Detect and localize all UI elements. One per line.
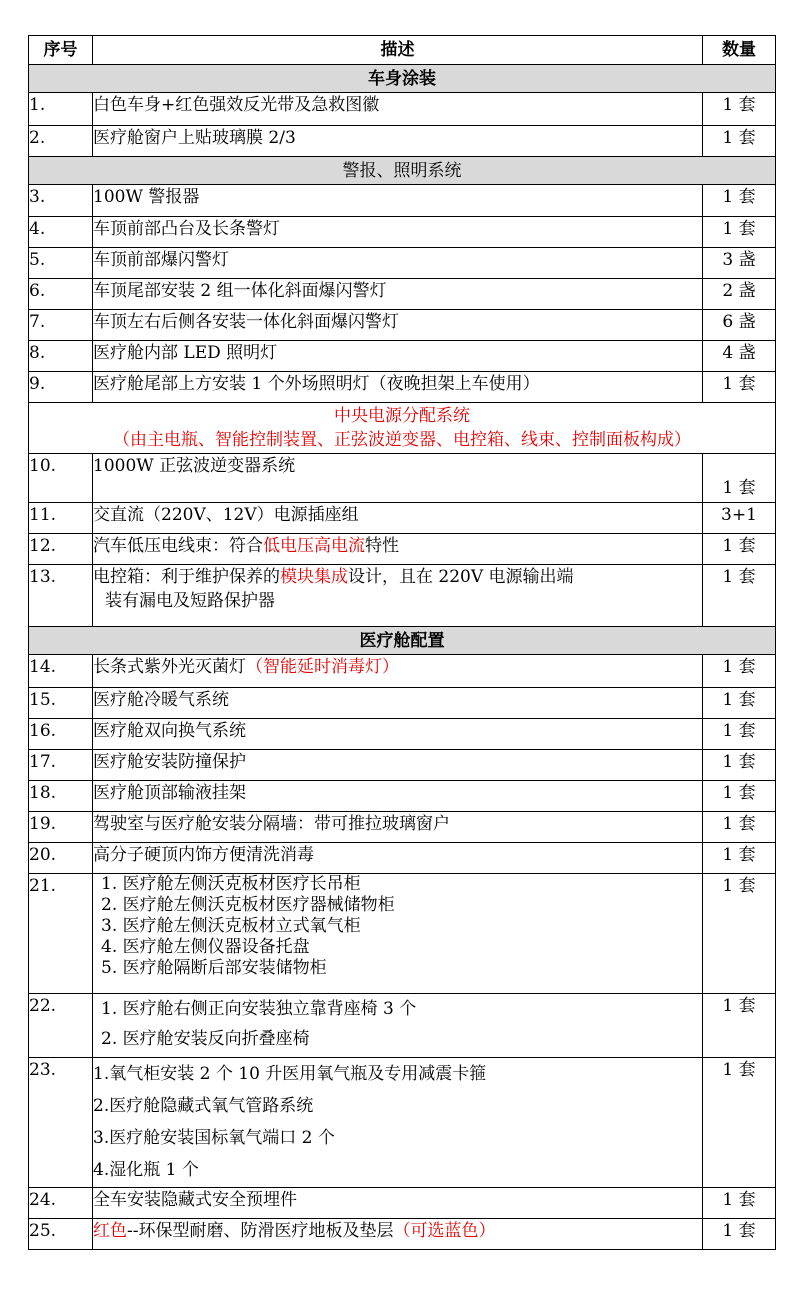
row-number: 21. (29, 874, 93, 994)
row-quantity: 3 盏 (703, 248, 776, 279)
row-quantity: 1 套 (703, 565, 776, 627)
row-description (93, 1058, 703, 1188)
row-description: 全车安装隐藏式安全预埋件 (93, 1188, 703, 1219)
row-quantity: 1 套 (703, 534, 776, 565)
section-row (29, 627, 776, 655)
row-description: 医疗舱顶部输液挂架 (93, 781, 703, 812)
row-number: 10. (29, 454, 93, 503)
row-description (93, 534, 703, 565)
row-quantity: 1 套 (703, 812, 776, 843)
section-title: 中央电源分配系统 (334, 406, 470, 426)
table-row (29, 185, 776, 217)
desc-text: --环保型耐磨、防滑医疗地板及垫层 (127, 1221, 394, 1241)
table-row (29, 1188, 776, 1219)
row-quantity: 1 套 (703, 1219, 776, 1250)
row-number: 1. (29, 93, 93, 126)
row-quantity: 6 盏 (703, 310, 776, 341)
section-title: 警报、照明系统 (29, 157, 776, 185)
list-item: 1.氧气柜安装 2 个 10 升医用氧气瓶及专用减震卡箍 (93, 1064, 487, 1084)
row-number: 13. (29, 565, 93, 627)
highlight-text: 低电压高电流 (263, 536, 365, 556)
table-row (29, 874, 776, 994)
desc-text: 电控箱：利于维护保养的 (93, 567, 280, 587)
table-row (29, 750, 776, 781)
row-quantity: 2 盏 (703, 279, 776, 310)
list-item: 2. 医疗舱左侧沃克板材医疗器械储物柜 (101, 895, 395, 915)
table-row (29, 1058, 776, 1188)
row-quantity: 1 套 (703, 655, 776, 688)
row-quantity: 1 套 (703, 217, 776, 248)
desc-text: 设计，且在 220V 电源输出端 (348, 567, 574, 587)
row-number: 8. (29, 341, 93, 372)
row-description: 医疗舱窗户上贴玻璃膜 2/3 (93, 126, 703, 157)
row-description: 100W 警报器 (93, 185, 703, 217)
list-item: 3. 医疗舱左侧沃克板材立式氧气柜 (101, 916, 361, 936)
row-quantity: 1 套 (703, 126, 776, 157)
row-quantity: 1 套 (703, 843, 776, 874)
desc-continuation: 装有漏电及短路保护器 (105, 591, 275, 611)
section-row (29, 65, 776, 93)
row-number: 25. (29, 1219, 93, 1250)
row-quantity: 1 套 (703, 372, 776, 403)
row-number: 9. (29, 372, 93, 403)
row-quantity: 1 套 (703, 93, 776, 126)
table-row (29, 503, 776, 534)
table-row (29, 341, 776, 372)
row-description (93, 994, 703, 1058)
row-quantity: 1 套 (703, 1058, 776, 1188)
table-row (29, 372, 776, 403)
row-number: 15. (29, 688, 93, 719)
row-description: 车顶尾部安装 2 组一体化斜面爆闪警灯 (93, 279, 703, 310)
highlight-text: 红色 (93, 1221, 127, 1241)
table-row (29, 843, 776, 874)
row-quantity: 3+1 (703, 503, 776, 534)
desc-text: 特性 (365, 536, 399, 556)
row-number: 7. (29, 310, 93, 341)
desc-text: 汽车低压电线束：符合 (93, 536, 263, 556)
row-number: 17. (29, 750, 93, 781)
row-quantity: 4 盏 (703, 341, 776, 372)
row-description: 驾驶室与医疗舱安装分隔墙：带可推拉玻璃窗户 (93, 812, 703, 843)
list-item: 1. 医疗舱右侧正向安装独立靠背座椅 3 个 (101, 999, 417, 1019)
row-description (93, 655, 703, 688)
table-row (29, 994, 776, 1058)
row-number: 20. (29, 843, 93, 874)
row-quantity: 1 套 (703, 185, 776, 217)
desc-text: 长条式紫外光灭菌灯 (93, 657, 246, 677)
row-number: 14. (29, 655, 93, 688)
row-number: 18. (29, 781, 93, 812)
row-number: 3. (29, 185, 93, 217)
header-row (29, 36, 776, 65)
row-number: 16. (29, 719, 93, 750)
table-row (29, 655, 776, 688)
section-subtitle: （由主电瓶、智能控制装置、正弦波逆变器、电控箱、线束、控制面板构成） (113, 430, 691, 450)
spec-table (28, 35, 776, 1250)
list-item: 3.医疗舱安装国标氧气端口 2 个 (93, 1128, 335, 1148)
row-description: 医疗舱内部 LED 照明灯 (93, 341, 703, 372)
row-description (93, 874, 703, 994)
section-row (29, 157, 776, 185)
table-row (29, 1219, 776, 1250)
row-description (93, 1219, 703, 1250)
row-quantity: 1 套 (703, 994, 776, 1058)
row-number: 11. (29, 503, 93, 534)
row-description: 1000W 正弦波逆变器系统 (93, 454, 703, 503)
row-number: 23. (29, 1058, 93, 1188)
row-number: 22. (29, 994, 93, 1058)
row-number: 5. (29, 248, 93, 279)
section-title: 医疗舱配置 (29, 627, 776, 655)
highlight-text: （智能延时消毒灯） (246, 657, 399, 677)
row-quantity: 1 套 (703, 719, 776, 750)
list-item: 4. 医疗舱左侧仪器设备托盘 (101, 937, 310, 957)
table-row (29, 781, 776, 812)
table-row (29, 310, 776, 341)
row-description: 白色车身+红色强效反光带及急救图徽 (93, 93, 703, 126)
row-quantity: 1 套 (703, 688, 776, 719)
row-number: 2. (29, 126, 93, 157)
table-row (29, 688, 776, 719)
row-description: 医疗舱安装防撞保护 (93, 750, 703, 781)
list-item: 5. 医疗舱隔断后部安装储物柜 (101, 958, 327, 978)
header-seq: 序号 (29, 36, 93, 65)
table-row (29, 217, 776, 248)
table-row (29, 812, 776, 843)
section-title-red (29, 403, 776, 454)
row-number: 19. (29, 812, 93, 843)
highlight-text: （可选蓝色） (393, 1221, 496, 1241)
row-description: 交直流（220V、12V）电源插座组 (93, 503, 703, 534)
list-item: 1. 医疗舱左侧沃克板材医疗长吊柜 (101, 874, 361, 894)
row-number: 24. (29, 1188, 93, 1219)
row-description: 医疗舱冷暖气系统 (93, 688, 703, 719)
row-quantity: 1 套 (703, 454, 776, 503)
list-item: 2. 医疗舱安装反向折叠座椅 (101, 1029, 310, 1049)
table-row (29, 565, 776, 627)
row-description (93, 565, 703, 627)
table-row (29, 454, 776, 503)
row-quantity: 1 套 (703, 750, 776, 781)
row-description: 医疗舱双向换气系统 (93, 719, 703, 750)
table-row (29, 279, 776, 310)
table-row (29, 126, 776, 157)
section-row (29, 403, 776, 454)
table-row (29, 719, 776, 750)
table-row (29, 248, 776, 279)
highlight-text: 模块集成 (280, 567, 348, 587)
list-item: 2.医疗舱隐藏式氧气管路系统 (93, 1096, 314, 1116)
row-quantity: 1 套 (703, 781, 776, 812)
row-number: 6. (29, 279, 93, 310)
section-title: 车身涂装 (29, 65, 776, 93)
row-number: 4. (29, 217, 93, 248)
header-desc: 描述 (93, 36, 703, 65)
row-description: 车顶前部爆闪警灯 (93, 248, 703, 279)
header-qty: 数量 (703, 36, 776, 65)
row-description: 医疗舱尾部上方安装 1 个外场照明灯（夜晚担架上车使用） (93, 372, 703, 403)
table-row (29, 93, 776, 126)
row-description: 车顶左右后侧各安装一体化斜面爆闪警灯 (93, 310, 703, 341)
list-item: 4.湿化瓶 1 个 (93, 1160, 199, 1180)
row-description: 车顶前部凸台及长条警灯 (93, 217, 703, 248)
row-number: 12. (29, 534, 93, 565)
row-quantity: 1 套 (703, 874, 776, 994)
table-row (29, 534, 776, 565)
row-description: 高分子硬顶内饰方便清洗消毒 (93, 843, 703, 874)
row-quantity: 1 套 (703, 1188, 776, 1219)
